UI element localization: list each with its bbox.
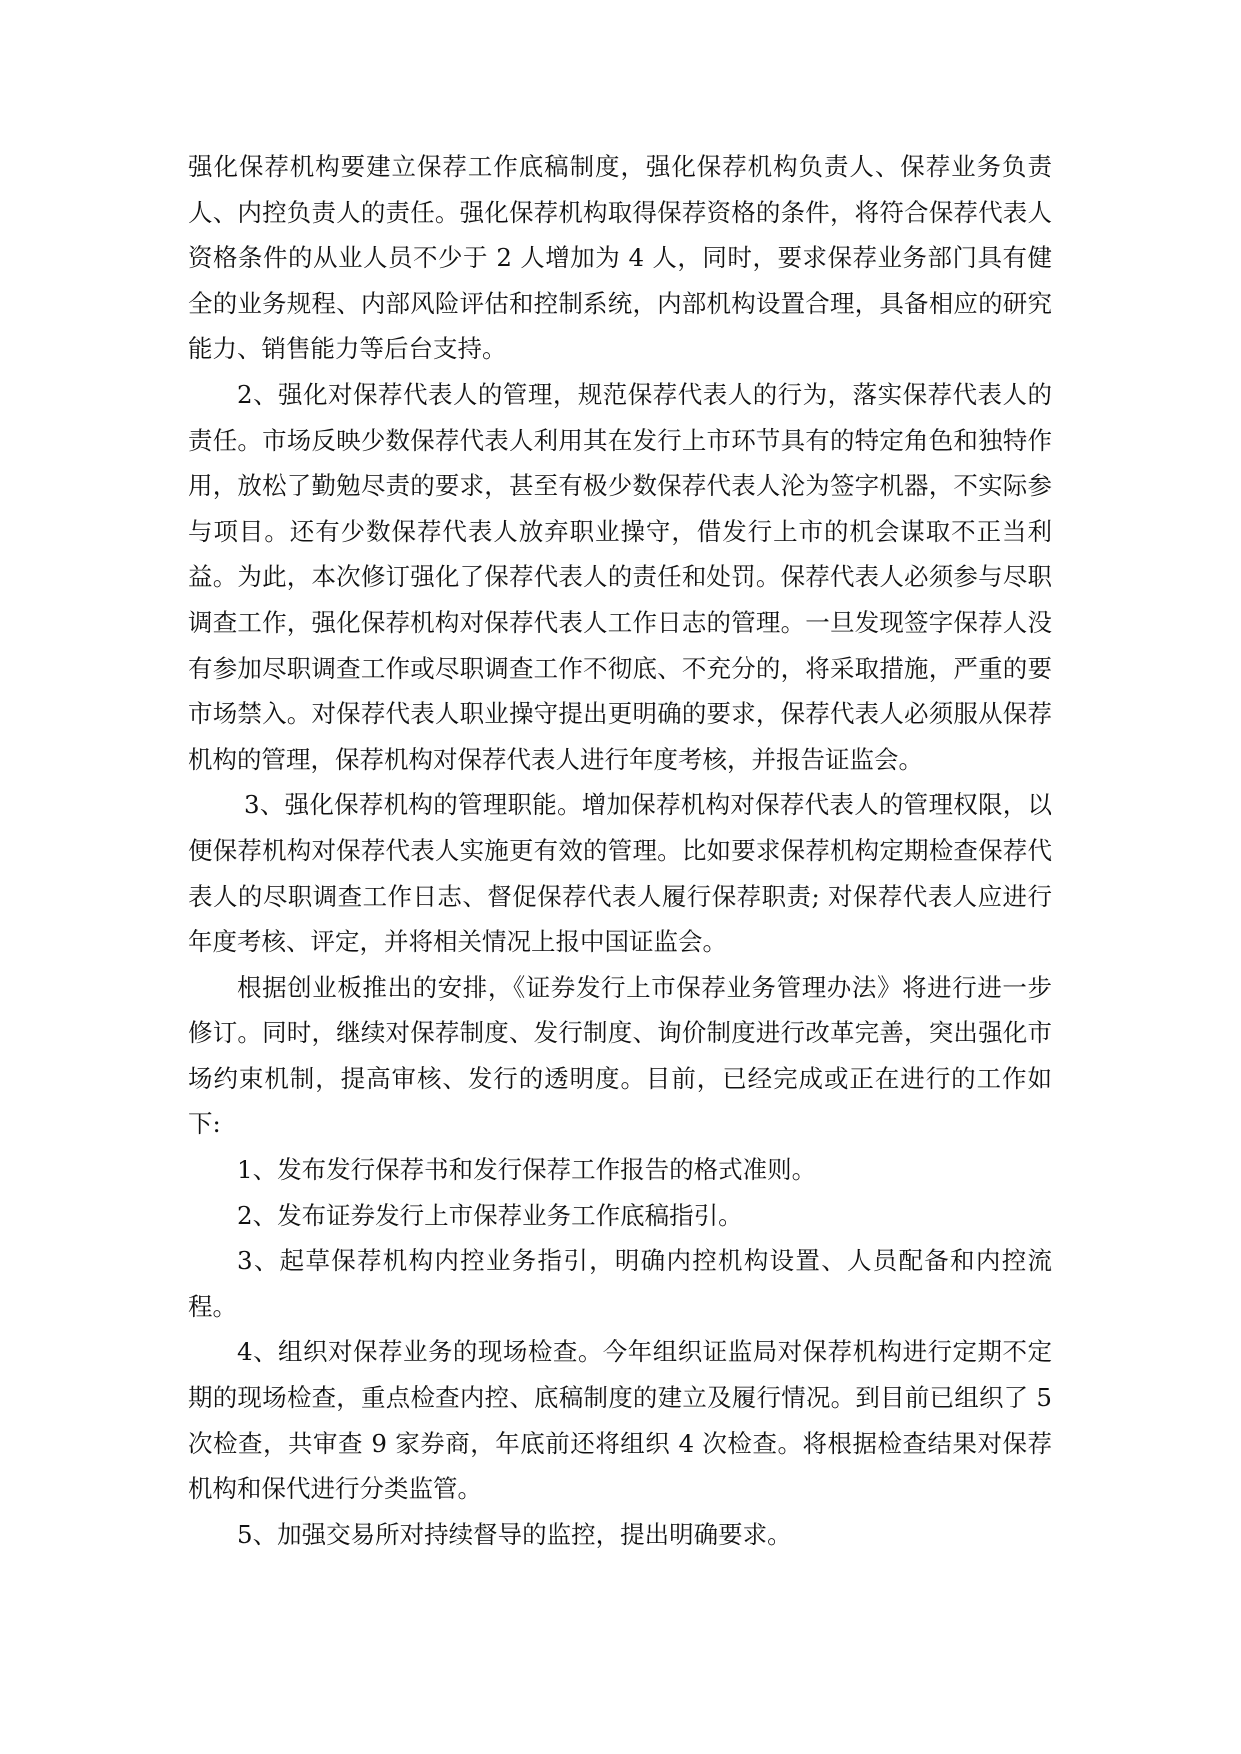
list-item-5: 5、加强交易所对持续督导的监控，提出明确要求。 (237, 1519, 792, 1549)
list-item-4: 4、组织对保荐业务的现场检查。今年组织证监局对保荐机构进行定期不定期的现场检查，重点检查内控、底稿制度的建立及履行情况。到目前已组织了 5 次检查，共审查 9 家券商，年底前还将组织 4 次检查。将根据检查结果对保荐机构和保代进行分类监管。 (188, 1337, 1052, 1504)
paragraph-2: 2、强化对保荐代表人的管理，规范保荐代表人的行为，落实保荐代表人的责任。市场反映少数保荐代表人利用其在发行上市环节具有的特定角色和独特作用，放松了勤勉尽责的要求，甚至有极少数保荐代表人沦为签字机器，不实际参与项目。还有少数保荐代表人放弃职业操守，借发行上市的机会谋取不正当利益。为此，本次修订强化了保荐代表人的责任和处罚。保荐代表人必须参与尽职调查工作，强化保荐机构对保荐代表人工作日志的管理。一旦发现签字保荐人没有参加尽职调查工作或尽职调查工作不彻底、不充分的，将采取措施，严重的要市场禁入。对保荐代表人职业操守提出更明确的要求，保荐代表人必须服从保荐机构的管理，保荐机构对保荐代表人进行年度考核，并报告证监会。 (188, 379, 1052, 774)
paragraph-3: 3、强化保荐机构的管理职能。增加保荐机构对保荐代表人的管理权限，以便保荐机构对保荐代表人实施更有效的管理。比如要求保荐机构定期检查保荐代表人的尽职调查工作日志、督促保荐代表人履行保荐职责; 对保荐代表人应进行年度考核、评定，并将相关情况上报中国证监会。 (188, 790, 1052, 957)
list-item-3: 3、起草保荐机构内控业务指引，明确内控机构设置、人员配备和内控流程。 (188, 1246, 1052, 1321)
paragraph-1: 强化保荐机构要建立保荐工作底稿制度，强化保荐机构负责人、保荐业务负责人、内控负责人的责任。强化保荐机构取得保荐资格的条件，将符合保荐代表人资格条件的从业人员不少于 2 人增加为 4 人，同时，要求保荐业务部门具有健全的业务规程、内部风险评估和控制系统，内部机构设置合理，具备相应的研究能力、销售能力等后台支持。 (188, 152, 1052, 364)
list-item-2: 2、发布证券发行上市保荐业务工作底稿指引。 (237, 1200, 743, 1230)
paragraph-4: 根据创业板推出的安排，《证券发行上市保荐业务管理办法》将进行进一步修订。同时，继续对保荐制度、发行制度、询价制度进行改革完善，突出强化市场约束机制，提高审核、发行的透明度。目前，已经完成或正在进行的工作如下: (188, 972, 1052, 1139)
document-body (188, 144, 1052, 1557)
list-item-1: 1、发布发行保荐书和发行保荐工作报告的格式准则。 (237, 1155, 817, 1185)
